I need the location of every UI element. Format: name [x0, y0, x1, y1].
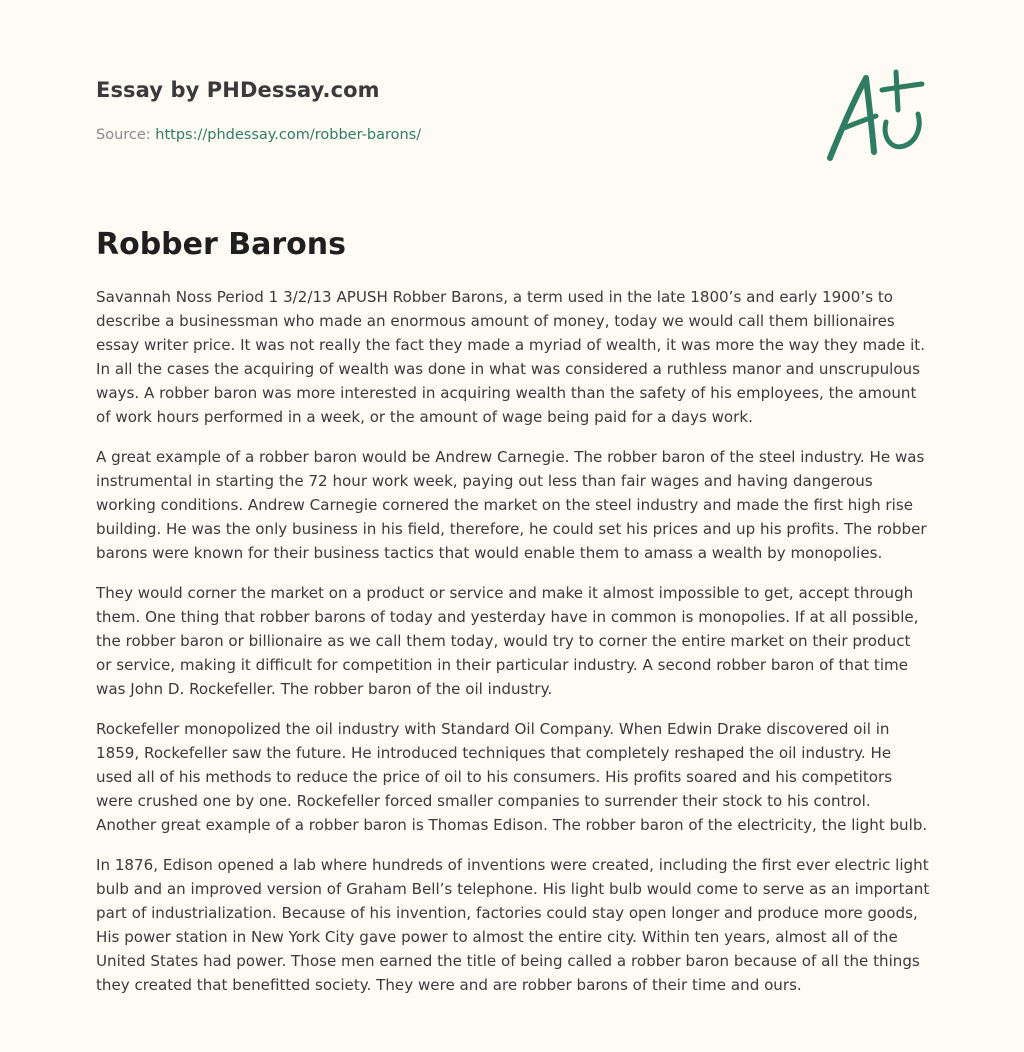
a-plus-logo-icon: [822, 66, 928, 166]
essay-paragraph: Savannah Noss Period 1 3/2/13 APUSH Robber Barons, a term used in the late 1800’s and early 1900’s to describe a businessman who made an enormous amount of money, today we would call them billionaires essay writer price. It was not really the fact they made a myriad of wealth, it was more the way they made it. In all the cases the acquiring of wealth was done in what was considered a ruthless manor and unscrupulous ways. A robber baron was more interested in acquiring wealth than the safety of his employees, the amount of work hours performed in a week, or the amount of wage being paid for a days work.: [96, 288, 926, 426]
source-label: Source:: [96, 127, 151, 143]
essay-paragraph: They would corner the market on a product or service and make it almost impossible to get, accept through them. One thing that robber barons of today and yesterday have in common is monopolies. If at all possible, the robber baron or billionaire as we call them today, would try to corner the entire market on their product or service, making it difficult for competition in their particular industry. A second robber baron of that time was John D. Rockefeller. The robber baron of the oil industry.: [96, 584, 919, 698]
essay-title: Robber Barons: [96, 227, 346, 262]
essay-body: [96, 285, 930, 1013]
site-title: Essay by PHDessay.com: [96, 78, 380, 102]
source-link[interactable]: https://phdessay.com/robber-barons/: [155, 127, 422, 143]
essay-paragraph: In 1876, Edison opened a lab where hundreds of inventions were created, including the first ever electric light bulb and an improved version of Graham Bell’s telephone. His light bulb would come to serve as an important part of industrialization. Because of his invention, factories could stay open longer and produce more goods, His power station in New York City gave power to almost the entire city. Within ten years, almost all of the United States had power. Those men earned the title of being called a robber baron because of all the things they created that benefitted society. They were and are robber barons of their time and ours.: [96, 856, 930, 994]
page-header: [96, 76, 696, 145]
essay-paragraph: A great example of a robber baron would be Andrew Carnegie. The robber baron of the steel industry. He was instrumental in starting the 72 hour work week, paying out less than fair wages and having dangerous working conditions. Andrew Carnegie cornered the market on the steel industry and made the first high rise building. He was the only business in his field, therefore, he could set his prices and up his profits. The robber barons were known for their business tactics that would enable them to amass a wealth by monopolies.: [96, 448, 927, 562]
essay-paragraph: Rockefeller monopolized the oil industry with Standard Oil Company. When Edwin Drake discovered oil in 1859, Rockefeller saw the future. He introduced techniques that completely reshaped the oil industry. He used all of his methods to reduce the price of oil to his consumers. His profits soared and his competitors were crushed one by one. Rockefeller forced smaller companies to surrender their stock to his control. Another great example of a robber baron is Thomas Edison. The robber baron of the electricity, the light bulb.: [96, 720, 928, 834]
source-line: [96, 125, 696, 145]
